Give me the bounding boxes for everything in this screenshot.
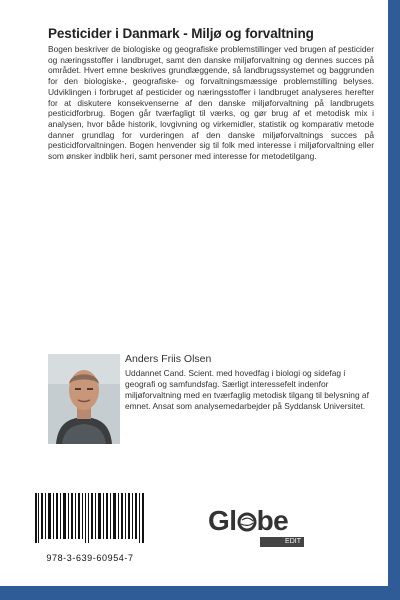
book-title: Pesticider i Danmark - Miljø og forvaltning: [48, 26, 314, 41]
book-description: Bogen beskriver de biologiske og geografiske problemstillinger ved brugen af pesticider og næringsstoffer i landbruget, samt den danske miljøforvaltning og dennes succes på området. Hvert emne beskrives grundlæggende, så landbrugssystemet og baggrunden for den biologiske-, geografiske- og forvaltningsmæssige problemstilling belyses. Udviklingen i forbruget af pesticider og næringsstoffer i landbruget analyseres herefter for at diskutere konsekvenserne af den danske miljøforvaltning på landbrugets pesticidforbrug. Bogen går tværfagligt til værks, og gør brug af et metodisk mix i analysen, hvor både historik, lovgivning og virkemidler, statistik og komparativ metode danner grundlag for vurderingen af den danske miljøforvaltnings succes på pesticidforvaltningen. Bogen henvender sig til folk med interesse i miljøforvaltning eller som ønsker indblik heri, samt personer med interesse for metodetilgang.: [48, 44, 374, 162]
author-bio: Uddannet Cand. Scient. med hovedfag i biologi og sidefag i geografi og samfundsfag. Særligt interessefelt indenfor miljøforvaltning med en tværfaglig metodisk tilgang til belysning af emnet. Ansat som analysemedarbejder på Syddansk Universitet.: [125, 368, 369, 411]
logo-letters-gl: Gl: [208, 505, 237, 536]
author-name: Anders Friis Olsen: [125, 353, 212, 365]
isbn-number: 978-3-639-60954-7: [46, 553, 134, 563]
publisher-wordmark: [208, 506, 288, 536]
author-photo: [48, 354, 120, 444]
publisher-imprint: EDIT: [260, 537, 304, 547]
globe-icon: [237, 512, 257, 532]
barcode: [30, 490, 150, 545]
cover-bottom-band: [0, 586, 388, 600]
logo-letters-be: be: [256, 505, 289, 536]
cover-spine: [388, 0, 400, 600]
publisher-logo: [208, 506, 308, 550]
